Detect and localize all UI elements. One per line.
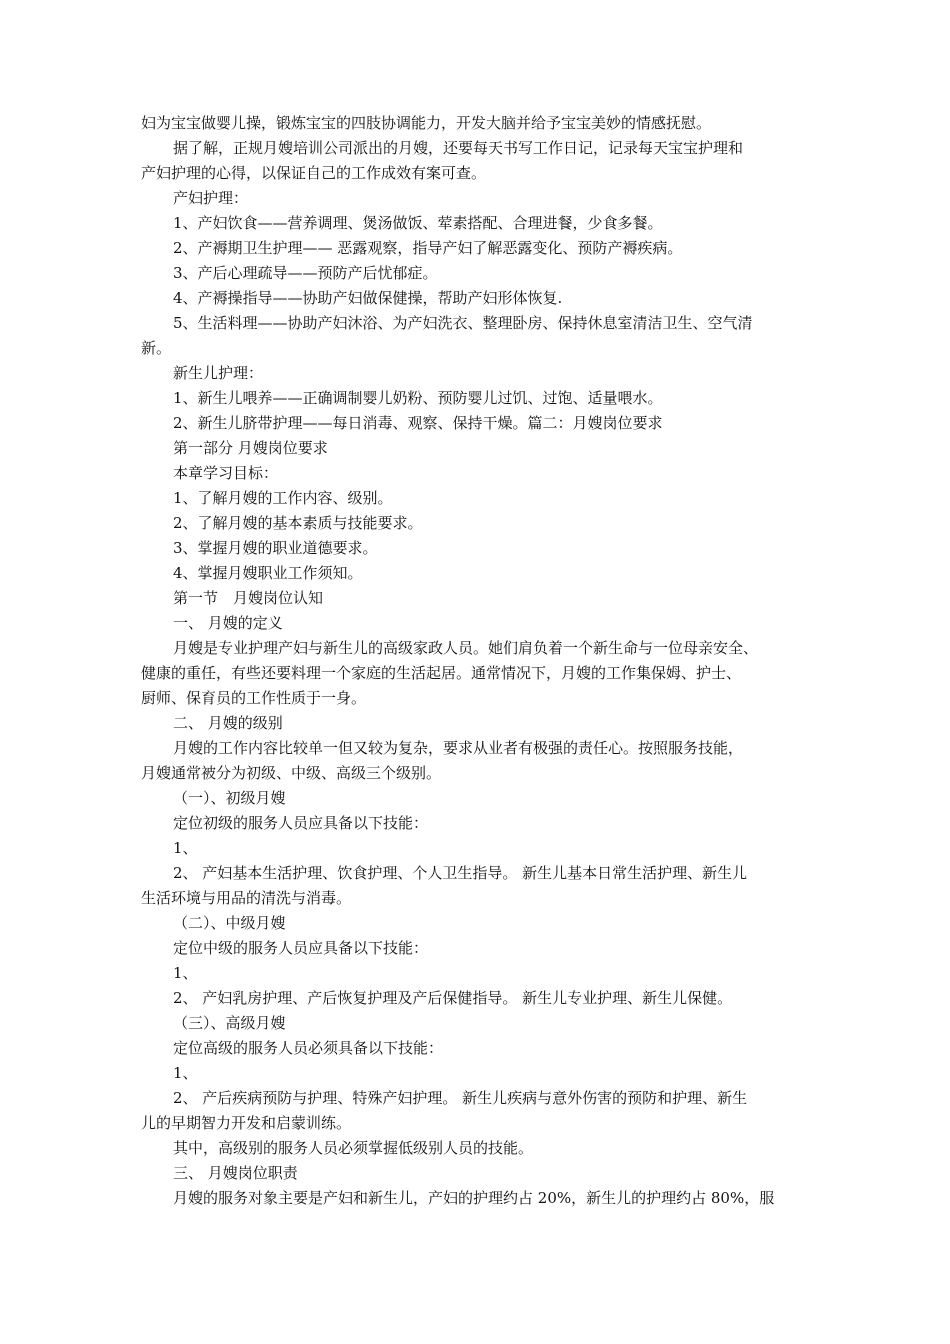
text-line: 定位高级的服务人员必须具备以下技能：: [173, 1039, 444, 1057]
text-line: 定位初级的服务人员应具备以下技能：: [173, 814, 429, 832]
text-line: 厨师、保育员的工作性质于一身。: [141, 689, 367, 707]
text-line: 2、 产妇乳房护理、产后恢复护理及产后保健指导。 新生儿专业护理、新生儿保健。: [173, 989, 733, 1007]
text-line: 3、掌握月嫂的职业道德要求。: [173, 539, 378, 557]
text-line: 1、: [173, 964, 198, 982]
text-line: 1、新生儿喂养——正确调制婴儿奶粉、预防婴儿过饥、过饱、适量喂水。: [173, 389, 663, 407]
text-line: 月嫂是专业护理产妇与新生儿的高级家政人员。她们肩负着一个新生命与一位母亲安全、: [173, 639, 759, 657]
text-line: 2、了解月嫂的基本素质与技能要求。: [173, 514, 423, 532]
text-line: （一）、初级月嫂: [173, 789, 286, 807]
text-line: 一、 月嫂的定义: [173, 614, 283, 632]
text-line: 1、: [173, 1064, 198, 1082]
text-line: 5、生活料理——协助产妇沐浴、为产妇洗衣、整理卧房、保持休息室清洁卫生、空气清: [173, 314, 753, 332]
text-line: 2、新生儿脐带护理——每日消毒、观察、保持干燥。篇二：月嫂岗位要求: [173, 414, 663, 432]
text-line: 新生儿护理：: [173, 364, 264, 382]
text-line: 定位中级的服务人员应具备以下技能：: [173, 939, 429, 957]
text-line: 3、产后心理疏导——预防产后忧郁症。: [173, 264, 438, 282]
text-line: 1、了解月嫂的工作内容、级别。: [173, 489, 393, 507]
text-line: 新。: [141, 339, 172, 357]
text-line: 第一节 月嫂岗位认知: [173, 589, 324, 607]
text-line: （三）、高级月嫂: [173, 1014, 286, 1032]
text-line: 1、产妇饮食——营养调理、煲汤做饭、荤素搭配、合理进餐，少食多餐。: [173, 214, 663, 232]
text-line: 妇为宝宝做婴儿操，锻炼宝宝的四肢协调能力，开发大脑并给予宝宝美妙的情感抚慰。: [141, 114, 712, 132]
text-line: 月嫂通常被分为初级、中级、高级三个级别。: [141, 764, 442, 782]
text-line: 4、掌握月嫂职业工作须知。: [173, 564, 363, 582]
text-line: 二、 月嫂的级别: [173, 714, 283, 732]
text-line: 月嫂的工作内容比较单一但又较为复杂，要求从业者有极强的责任心。按照服务技能，: [173, 739, 744, 757]
text-line: 生活环境与用品的清洗与消毒。: [141, 889, 352, 907]
text-line: 4、产褥操指导——协助产妇做保健操，帮助产妇形体恢复.: [173, 289, 563, 307]
text-line: 其中，高级别的服务人员必须掌握低级别人员的技能。: [173, 1139, 534, 1157]
text-line: 本章学习目标：: [173, 464, 279, 482]
text-line: 儿的早期智力开发和启蒙训练。: [141, 1114, 352, 1132]
text-line: 据了解，正规月嫂培训公司派出的月嫂，还要每天书写工作日记，记录每天宝宝护理和: [173, 139, 744, 157]
text-line: 月嫂的服务对象主要是产妇和新生儿，产妇的护理约占 20%，新生儿的护理约占 80%，服: [173, 1189, 775, 1207]
text-line: 2、产褥期卫生护理—— 恶露观察，指导产妇了解恶露变化、预防产褥疾病。: [173, 239, 683, 257]
text-line: 2、 产妇基本生活护理、饮食护理、个人卫生指导。 新生儿基本日常生活护理、新生儿: [173, 864, 748, 882]
text-line: 产妇护理的心得，以保证自己的工作成效有案可查。: [141, 164, 487, 182]
text-line: 2、 产后疾病预防与护理、特殊产妇护理。 新生儿疾病与意外伤害的预防和护理、新生: [173, 1089, 748, 1107]
text-line: 第一部分 月嫂岗位要求: [173, 439, 328, 457]
text-line: 1、: [173, 839, 198, 857]
text-line: （二）、中级月嫂: [173, 914, 286, 932]
document-page: [141, 111, 813, 1211]
text-line: 产妇护理：: [173, 189, 249, 207]
text-line: 三、 月嫂岗位职责: [173, 1164, 298, 1182]
text-line: 健康的重任，有些还要料理一个家庭的生活起居。通常情况下，月嫂的工作集保姆、护士、: [141, 664, 742, 682]
